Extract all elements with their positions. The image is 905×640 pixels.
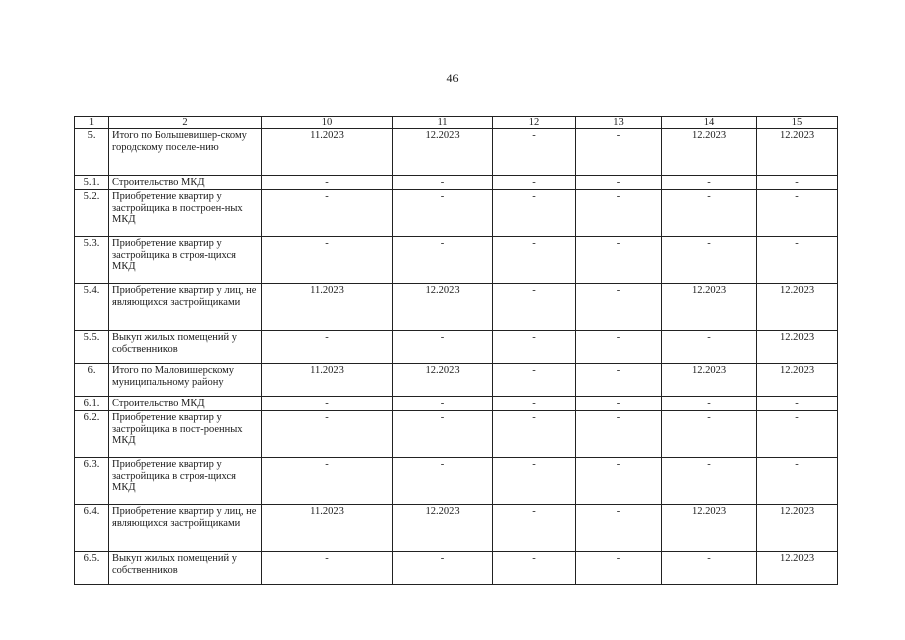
row-value: 11.2023	[262, 505, 393, 552]
row-number: 5.	[75, 129, 109, 176]
column-header: 10	[262, 117, 393, 129]
row-value: 12.2023	[757, 364, 838, 397]
table-row	[75, 505, 838, 552]
row-value: 12.2023	[662, 364, 757, 397]
row-value: -	[493, 505, 576, 552]
row-value: -	[662, 331, 757, 364]
row-value: -	[757, 411, 838, 458]
row-value: 11.2023	[262, 284, 393, 331]
table-row	[75, 129, 838, 176]
row-value: 12.2023	[757, 552, 838, 585]
row-value: -	[576, 190, 662, 237]
row-number: 5.2.	[75, 190, 109, 237]
row-value: -	[262, 552, 393, 585]
row-value: -	[393, 190, 493, 237]
row-value: 12.2023	[393, 284, 493, 331]
row-value: -	[662, 458, 757, 505]
table-row	[75, 237, 838, 284]
row-value: -	[262, 237, 393, 284]
row-value: -	[576, 129, 662, 176]
row-value: 12.2023	[393, 364, 493, 397]
row-value: 11.2023	[262, 364, 393, 397]
column-header: 11	[393, 117, 493, 129]
row-value: -	[493, 458, 576, 505]
row-value: -	[662, 397, 757, 411]
row-number: 6.3.	[75, 458, 109, 505]
row-value: -	[662, 190, 757, 237]
row-value: -	[576, 176, 662, 190]
row-title: Приобретение квартир у застройщика в строя-щихся МКД	[109, 237, 262, 284]
table-row	[75, 190, 838, 237]
row-value: -	[393, 552, 493, 585]
row-value: -	[493, 129, 576, 176]
row-value: -	[576, 331, 662, 364]
row-value: -	[493, 331, 576, 364]
row-value: -	[493, 237, 576, 284]
row-value: -	[493, 190, 576, 237]
row-value: -	[757, 190, 838, 237]
row-value: 12.2023	[662, 505, 757, 552]
plan-table	[74, 116, 838, 585]
row-value: -	[262, 331, 393, 364]
column-header: 2	[109, 117, 262, 129]
table-row	[75, 364, 838, 397]
row-number: 5.1.	[75, 176, 109, 190]
table-row	[75, 176, 838, 190]
table-header-row	[75, 117, 838, 129]
row-value: -	[493, 284, 576, 331]
table-row	[75, 411, 838, 458]
table-row	[75, 331, 838, 364]
row-value: 12.2023	[393, 129, 493, 176]
row-title: Выкуп жилых помещений у собственников	[109, 331, 262, 364]
row-value: -	[662, 552, 757, 585]
row-value: -	[393, 237, 493, 284]
row-value: 12.2023	[757, 129, 838, 176]
row-value: -	[393, 176, 493, 190]
row-value: -	[576, 458, 662, 505]
column-header: 13	[576, 117, 662, 129]
row-value: 11.2023	[262, 129, 393, 176]
row-number: 6.5.	[75, 552, 109, 585]
row-value: -	[493, 176, 576, 190]
row-value: -	[662, 237, 757, 284]
row-value: 12.2023	[662, 129, 757, 176]
row-value: -	[576, 284, 662, 331]
table-row	[75, 458, 838, 505]
row-title: Строительство МКД	[109, 397, 262, 411]
row-value: -	[262, 190, 393, 237]
row-value: -	[393, 458, 493, 505]
row-value: -	[662, 411, 757, 458]
row-value: -	[493, 364, 576, 397]
row-number: 6.4.	[75, 505, 109, 552]
row-number: 6.1.	[75, 397, 109, 411]
row-value: -	[576, 411, 662, 458]
row-value: 12.2023	[757, 284, 838, 331]
row-value: -	[393, 331, 493, 364]
row-value: -	[576, 397, 662, 411]
row-number: 5.3.	[75, 237, 109, 284]
column-header: 14	[662, 117, 757, 129]
page-number: 46	[446, 71, 459, 85]
row-value: -	[757, 458, 838, 505]
row-number: 5.4.	[75, 284, 109, 331]
row-value: -	[757, 397, 838, 411]
table-row	[75, 552, 838, 585]
row-title: Приобретение квартир у лиц, не являющихся застройщиками	[109, 284, 262, 331]
row-value: -	[493, 397, 576, 411]
row-value: -	[576, 552, 662, 585]
row-value: -	[576, 237, 662, 284]
row-value: 12.2023	[757, 331, 838, 364]
column-header: 12	[493, 117, 576, 129]
plan-table-body	[75, 117, 838, 585]
column-header: 1	[75, 117, 109, 129]
row-title: Итого по Маловишерскому муниципальному району	[109, 364, 262, 397]
row-value: -	[757, 176, 838, 190]
row-value: -	[393, 411, 493, 458]
row-value: -	[393, 397, 493, 411]
row-title: Строительство МКД	[109, 176, 262, 190]
row-value: -	[576, 364, 662, 397]
table-row	[75, 397, 838, 411]
row-value: 12.2023	[757, 505, 838, 552]
row-title: Приобретение квартир у застройщика в построен-ных МКД	[109, 190, 262, 237]
row-value: -	[262, 458, 393, 505]
table-row	[75, 284, 838, 331]
row-value: -	[262, 397, 393, 411]
row-title: Выкуп жилых помещений у собственников	[109, 552, 262, 585]
row-number: 6.2.	[75, 411, 109, 458]
row-value: -	[493, 411, 576, 458]
row-title: Итого по Большевишер-скому городскому поселе-нию	[109, 129, 262, 176]
row-number: 6.	[75, 364, 109, 397]
row-value: -	[757, 237, 838, 284]
row-value: 12.2023	[393, 505, 493, 552]
row-title: Приобретение квартир у застройщика в пост-роенных МКД	[109, 411, 262, 458]
row-value: 12.2023	[662, 284, 757, 331]
row-value: -	[262, 176, 393, 190]
row-value: -	[662, 176, 757, 190]
row-value: -	[262, 411, 393, 458]
row-value: -	[576, 505, 662, 552]
row-title: Приобретение квартир у лиц, не являющихся застройщиками	[109, 505, 262, 552]
row-number: 5.5.	[75, 331, 109, 364]
row-value: -	[493, 552, 576, 585]
column-header: 15	[757, 117, 838, 129]
row-title: Приобретение квартир у застройщика в строя-щихся МКД	[109, 458, 262, 505]
